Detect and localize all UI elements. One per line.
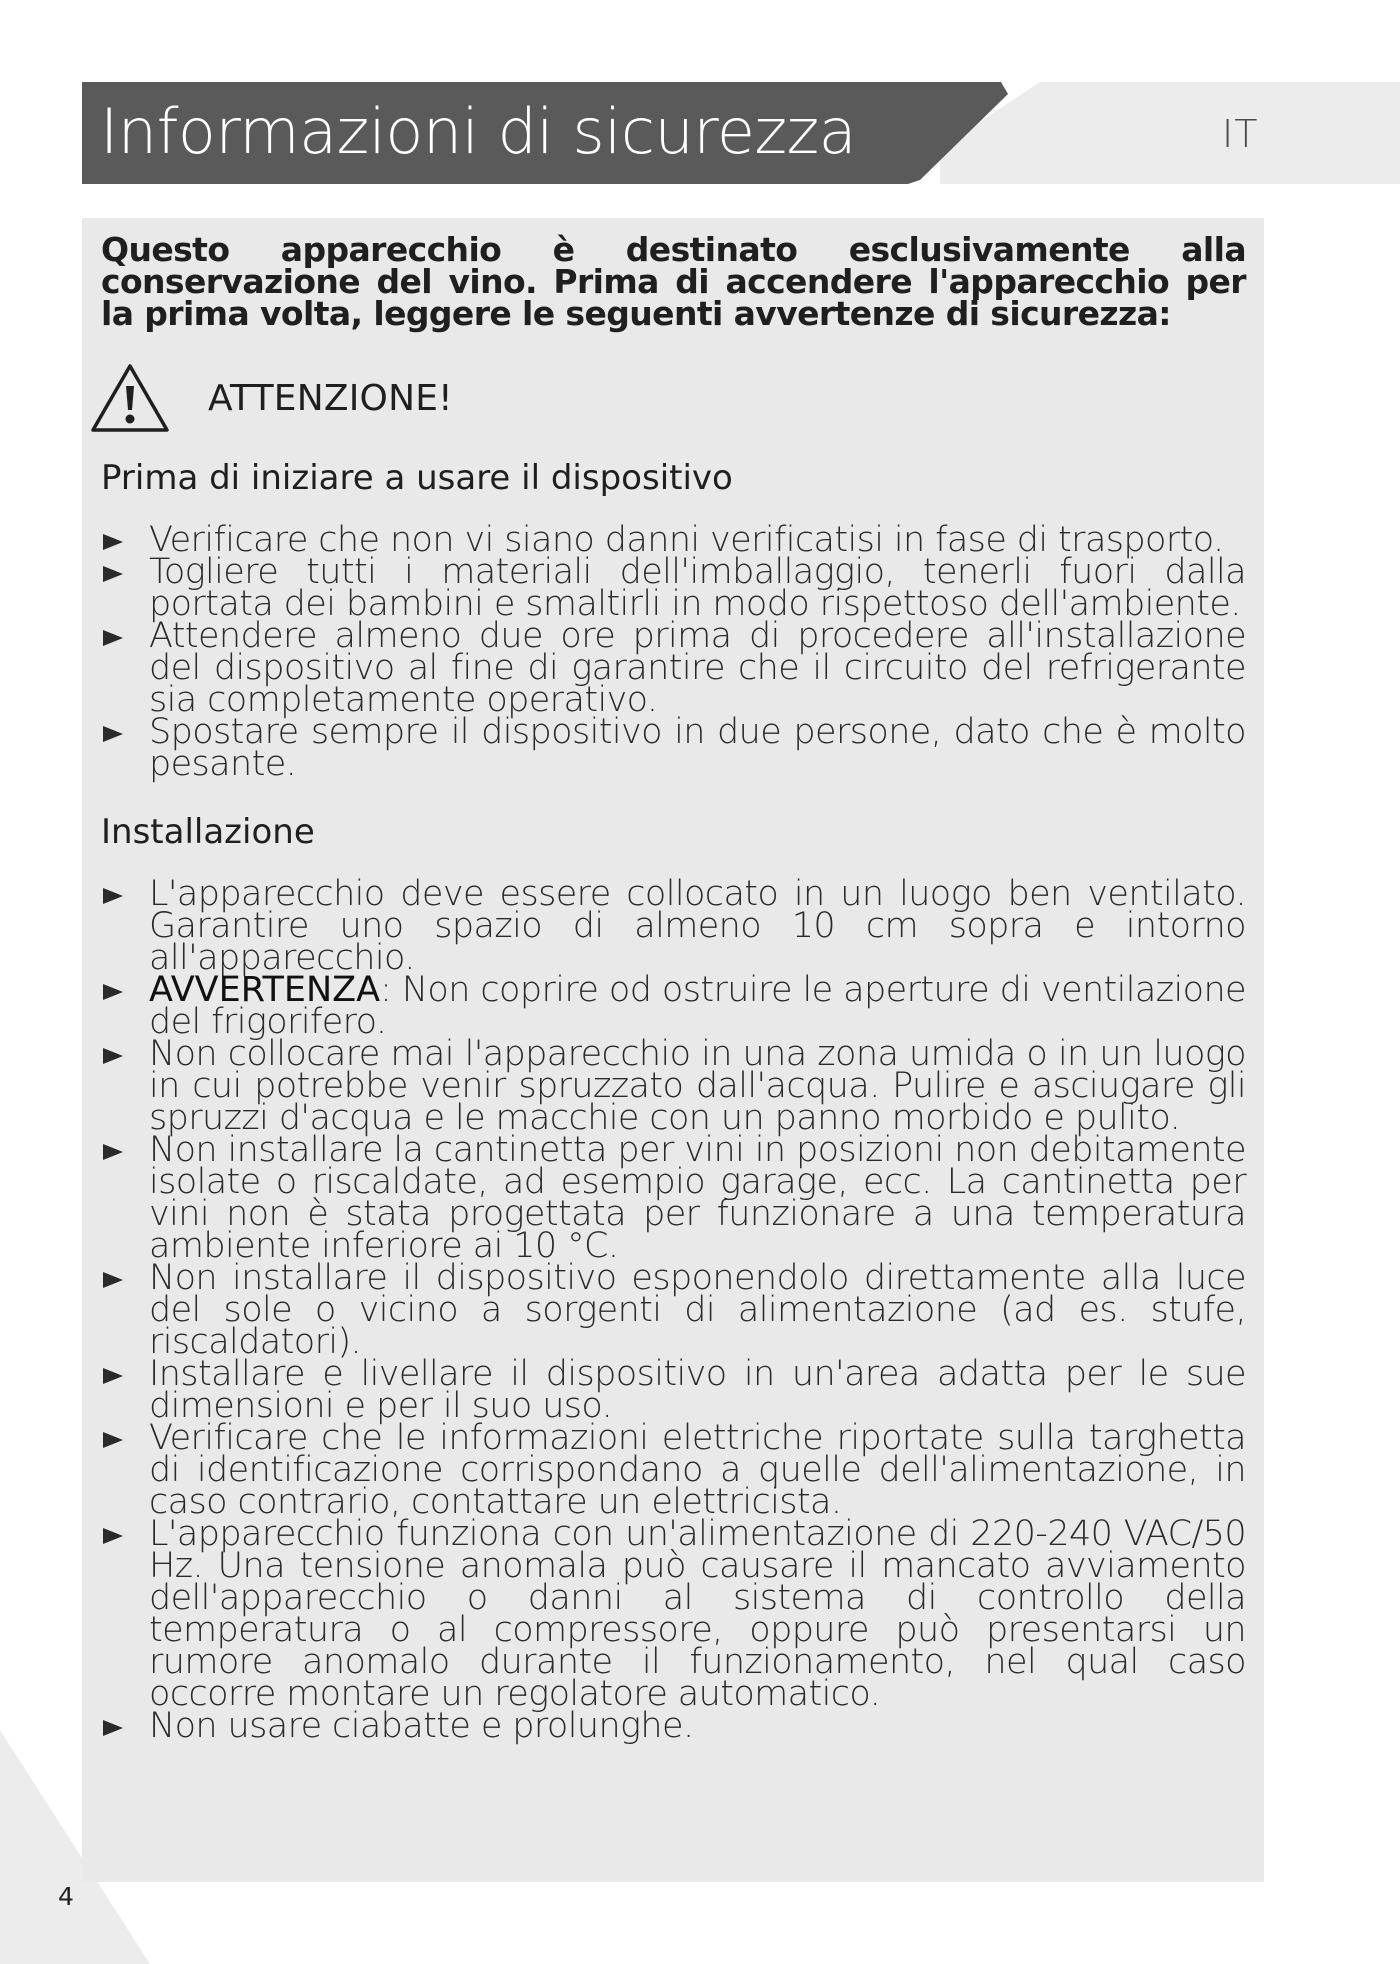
- warning-keyword: AVVERTENZA: [149, 970, 381, 1010]
- list-item: Non installare il dispositivo esponendolo direttamente alla luce del sole o vicino a sorgenti di alimentazione (ad es. stufe, riscaldatori).: [101, 1262, 1246, 1358]
- list-item: Verificare che non vi siano danni verificatisi in fase di trasporto.: [101, 524, 1246, 556]
- list-item: Non installare la cantinetta per vini in posizioni non debitamente isolate o riscaldate, ad esempio garage, ecc. La cantinetta per vini non è stata progettata per funzionare a una temperatura ambiente inferiore ai 10 °C.: [101, 1134, 1246, 1262]
- warning-block: [101, 360, 1246, 436]
- safety-content-panel: [82, 218, 1264, 1882]
- list-item: L'apparecchio funziona con un'alimentazione di 220-240 VAC/50 Hz. Una tensione anomala può causare il mancato avviamento dell'apparecchio o danni al sistema di controllo della temperatura o al compressore, oppure può presentarsi un rumore anomalo durante il funzionamento, nel qual caso occorre montare un regolatore automatico.: [101, 1518, 1246, 1710]
- installation-list: [101, 874, 1246, 1746]
- list-item: Attendere almeno due ore prima di procedere all'installazione del dispositivo al fine di garantire che il circuito del refrigerante sia completamente operativo.: [101, 620, 1246, 716]
- language-tab: [940, 82, 1400, 184]
- list-item: L'apparecchio deve essere collocato in un luogo ben ventilato. Garantire uno spazio di almeno 10 cm sopra e intorno all'apparecchio.: [101, 878, 1246, 974]
- list-item: Non usare ciabatte e prolunghe.: [101, 1710, 1246, 1742]
- section-heading-installation: Installazione: [101, 812, 315, 852]
- language-label: IT: [1222, 112, 1259, 156]
- list-item-text: : Non coprire od ostruire le aperture di ventilazione del frigorifero.: [149, 970, 1246, 1042]
- before-use-list: [101, 520, 1246, 784]
- list-item: Non collocare mai l'apparecchio in una zona umida o in un luogo in cui potrebbe venir spruzzato dall'acqua. Pulire e asciugare gli spruzzi d'acqua e le macchie con un panno morbido e pulito.: [101, 1038, 1246, 1134]
- warning-title: ATTENZIONE!: [208, 377, 453, 419]
- list-item: Verificare che le informazioni elettriche riportate sulla targhetta di identificazione corrispondano a quelle dell'alimentazione, in caso contrario, contattare un elettricista.: [101, 1422, 1246, 1518]
- page-title: Informazioni di sicurezza: [100, 95, 857, 168]
- list-item: Installare e livellare il dispositivo in un'area adatta per le sue dimensioni e per il suo uso.: [101, 1358, 1246, 1422]
- list-item: Spostare sempre il dispositivo in due persone, dato che è molto pesante.: [101, 716, 1246, 780]
- warning-triangle-icon: [90, 362, 170, 434]
- section-heading-before-use: Prima di iniziare a usare il dispositivo: [101, 458, 733, 498]
- list-item: Togliere tutti i materiali dell'imballaggio, tenerli fuori dalla portata dei bambini e smaltirli in modo rispettoso dell'ambiente.: [101, 556, 1246, 620]
- intro-text: Questo apparecchio è destinato esclusivamente alla conservazione del vino. Prima di accendere l'apparecchio per la prima volta, leggere le seguenti avvertenze di sicurezza:: [101, 230, 1246, 333]
- page-number: 4: [58, 1882, 74, 1911]
- list-item: [101, 970, 1246, 1042]
